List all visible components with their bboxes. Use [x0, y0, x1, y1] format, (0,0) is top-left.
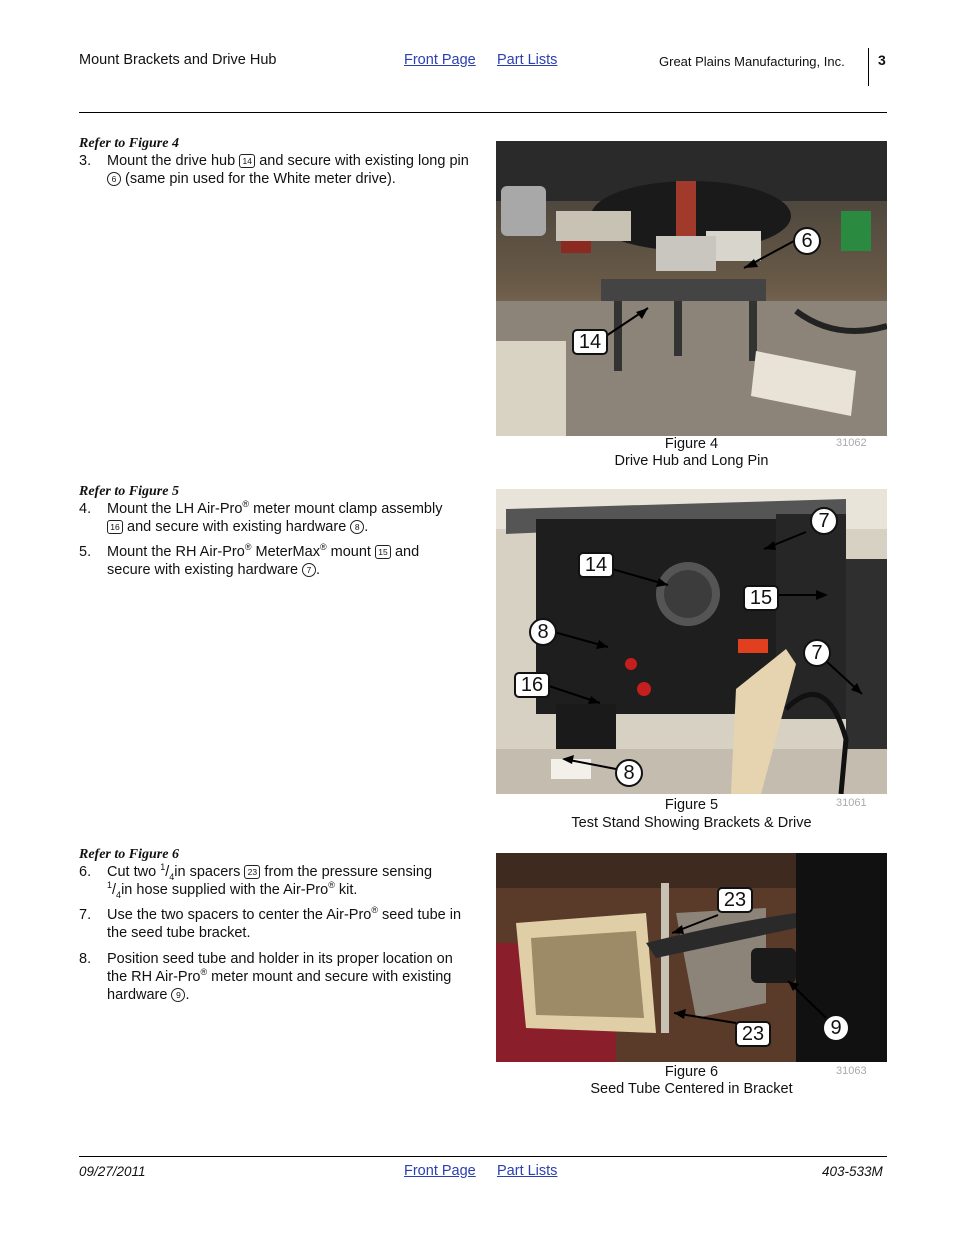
step-number: 3.	[79, 153, 92, 169]
callout-15: 15	[743, 585, 779, 611]
registered-mark: ®	[371, 905, 378, 916]
step-5: 5. Mount the RH Air-Pro® MeterMax® mount 15 and secure with existing hardware 7 .	[79, 542, 420, 578]
part-ref: 16	[107, 520, 123, 534]
step-number: 8.	[79, 951, 92, 967]
header-divider	[868, 48, 869, 86]
step-4: 4. Mount the LH Air-Pro® meter mount clamp assembly 16 and secure with existing hardware 8 .	[79, 499, 443, 535]
footer-rule	[79, 1156, 887, 1157]
step-text: seed tube in the seed tube bracket.	[107, 907, 462, 941]
figure-6-caption: Seed Tube Centered in Bracket	[590, 1081, 793, 1097]
part-ref: 7	[302, 563, 316, 577]
figure-5-label: Figure 5	[664, 797, 719, 813]
registered-mark: ®	[242, 499, 250, 510]
step-8: 8. Position seed tube and holder in its proper location on the RH Air-Pro® meter mount and secure with existing hardware 9 .	[79, 951, 453, 1003]
header-rule	[79, 112, 887, 113]
part-ref: 14	[239, 154, 255, 168]
step-text: Cut two	[107, 864, 157, 880]
part-ref: 8	[350, 520, 364, 534]
figure-6-label: Figure 6	[664, 1064, 719, 1080]
step-text: kit.	[338, 882, 358, 898]
callout-8: 8	[529, 618, 557, 646]
step-number: 6.	[79, 864, 92, 880]
step-text: meter mount clamp assembly	[253, 501, 443, 517]
step-text: MeterMax	[255, 544, 320, 560]
step-3	[79, 152, 469, 192]
section-title: Mount Brackets and Drive Hub	[79, 52, 277, 68]
step-7	[79, 906, 469, 946]
footer-front-page-link[interactable]: Front Page	[404, 1163, 476, 1179]
callout-23: 23	[717, 887, 753, 913]
footer-doc-number: 403-533M	[822, 1164, 883, 1179]
step-text: (same pin used for the White meter drive).	[125, 171, 396, 187]
figure-5-photo	[496, 489, 887, 794]
callout-9: 9	[822, 1014, 850, 1042]
callout-6: 6	[793, 227, 821, 255]
registered-mark: ®	[200, 967, 208, 978]
front-page-link[interactable]: Front Page	[404, 52, 476, 68]
figure-6-photo	[496, 853, 887, 1062]
callout-7: 7	[810, 507, 838, 535]
step-text: Use the two spacers to center the Air-Pro	[107, 907, 372, 923]
company-name: Great Plains Manufacturing, Inc.	[659, 54, 845, 69]
footer-part-lists-link[interactable]: Part Lists	[497, 1163, 558, 1179]
step-text: Mount the RH Air-Pro	[107, 544, 245, 560]
registered-mark: ®	[319, 542, 327, 553]
fraction-numerator: 1	[107, 880, 113, 891]
callout-16: 16	[514, 672, 550, 698]
figure-5-caption: Test Stand Showing Brackets & Drive	[571, 815, 812, 831]
step-number: 4.	[79, 501, 92, 517]
figure-4-code: 31062	[836, 437, 867, 449]
footer-date: 09/27/2011	[79, 1164, 146, 1179]
part-ref: 23	[244, 865, 260, 879]
part-ref: 15	[375, 545, 391, 559]
registered-mark: ®	[328, 880, 335, 891]
step-text: Mount the LH Air-Pro	[107, 501, 243, 517]
callout-14: 14	[572, 329, 608, 355]
fraction-denominator: 4	[169, 871, 175, 882]
step-text: and secure with existing hardware	[127, 519, 347, 535]
refer-figure-6: Refer to Figure 6	[79, 847, 179, 862]
part-lists-link[interactable]: Part Lists	[497, 52, 558, 68]
step-number: 5.	[79, 544, 92, 560]
callout-14: 14	[578, 552, 614, 578]
step-text: meter mount and secure with existing hardware	[107, 969, 452, 1003]
registered-mark: ®	[244, 542, 252, 553]
part-ref: 6	[107, 172, 121, 186]
fraction-numerator: 1	[160, 862, 166, 873]
callout-7b: 7	[803, 639, 831, 667]
callout-8b: 8	[615, 759, 643, 787]
figure-4-caption: Drive Hub and Long Pin	[614, 453, 769, 469]
step-text: in spacers	[174, 864, 241, 880]
step-text: from the pressure sensing	[264, 864, 433, 880]
callout-23b: 23	[735, 1021, 771, 1047]
fraction-denominator: 4	[116, 889, 122, 900]
step-text: in hose supplied with the Air-Pro	[121, 882, 329, 898]
step-6: 6. Cut two $^1/_4in$ spacers 23 from the pressure sensing $^1/_4in$ hose supplied with the Air-Pro® kit.	[79, 862, 433, 900]
step-text: mount	[330, 544, 371, 560]
page-number: 3	[878, 52, 886, 68]
refer-figure-4: Refer to Figure 4	[79, 136, 179, 151]
figure-4-label: Figure 4	[664, 436, 719, 452]
part-ref: 9	[171, 988, 185, 1002]
step-number: 7.	[79, 907, 92, 923]
figure-4-photo	[496, 141, 887, 436]
figure-5-code: 31061	[836, 797, 867, 809]
figure-6-code: 31063	[836, 1065, 867, 1077]
step-text: and secure with existing long pin	[259, 153, 469, 169]
step-text: Mount the drive hub	[107, 153, 236, 169]
refer-figure-5: Refer to Figure 5	[79, 484, 179, 499]
step-text: Position seed tube and holder in its proper location on the RH Air-Pro	[107, 951, 453, 985]
